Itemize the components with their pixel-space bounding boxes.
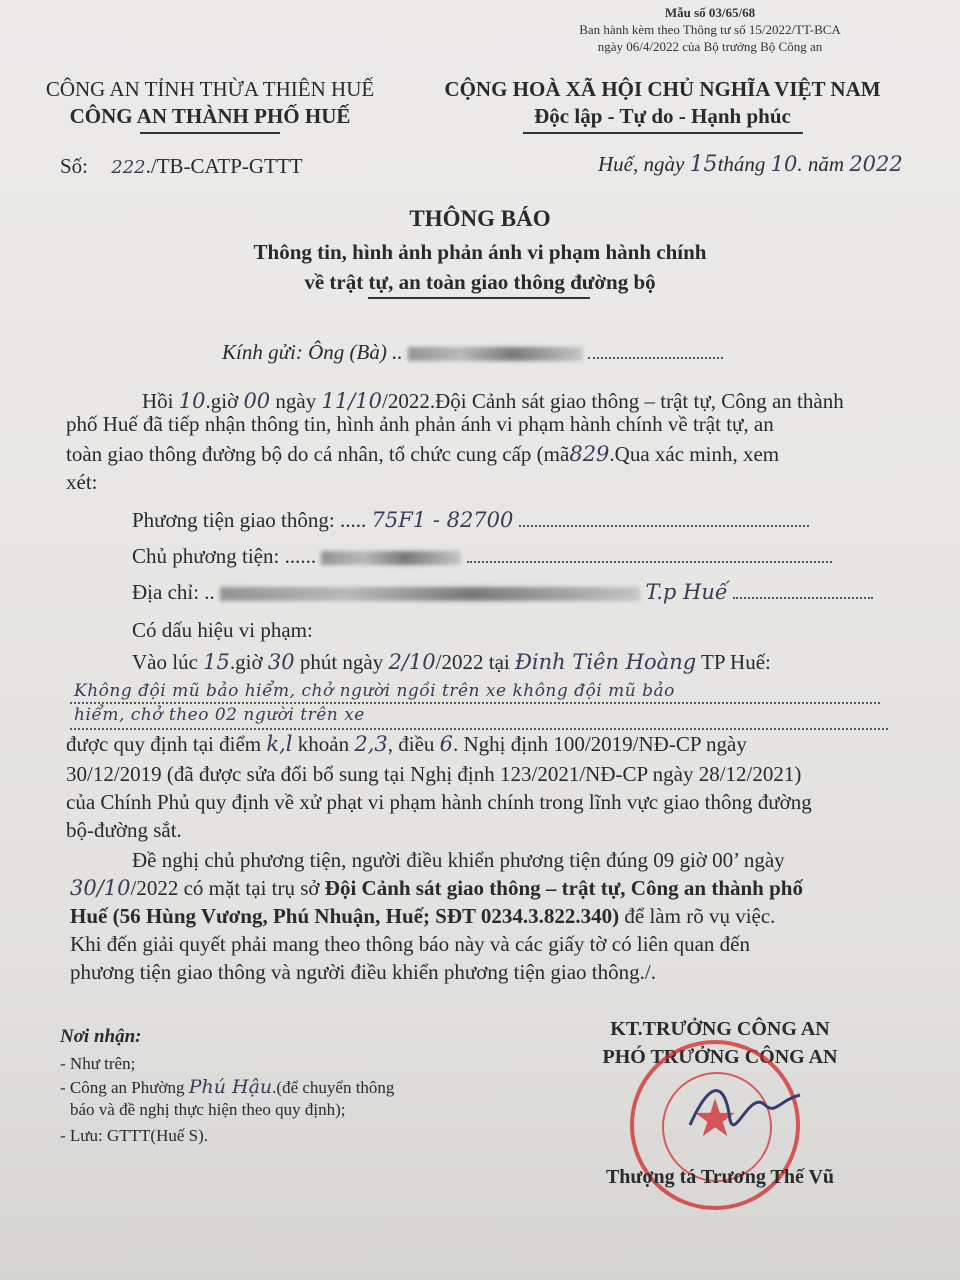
agency-name: CÔNG AN THÀNH PHỐ HUẾ	[69, 104, 351, 128]
national-header	[425, 76, 900, 134]
intro-line-3	[66, 440, 779, 469]
recipient-item-2	[60, 1076, 394, 1098]
intro-code: 829	[569, 442, 610, 466]
document-number	[60, 152, 303, 182]
request-text: để làm rõ vụ việc.	[624, 904, 776, 928]
intro-text: ngày	[275, 389, 317, 413]
request-line-4: Khi đến giải quyết phải mang theo thông báo này và các giấy tờ có liên quan đến	[70, 932, 750, 956]
violation-date: 2/10	[388, 650, 436, 674]
request-line-1: Đề nghị chủ phương tiện, người điều khiển phương tiện đúng 09 giờ 00’ ngày	[132, 848, 785, 872]
form-issue-note: Ban hành kèm theo Thông tư số 15/2022/TT-BCA	[579, 22, 841, 37]
doc-number-suffix: ./TB-CATP-GTTT	[145, 154, 303, 178]
recipients-heading: Nơi nhận:	[60, 1026, 142, 1047]
violation-text: khoản	[297, 732, 350, 756]
recipient-item-3: - Lưu: GTTT(Huế S).	[60, 1126, 209, 1145]
motto-underline	[523, 132, 803, 134]
recipient-item-2-cont: báo và đề nghị thực hiện theo quy định);	[70, 1100, 346, 1119]
violation-line-5: 30/12/2019 (đã được sửa đổi bổ sung tại Nghị định 123/2021/NĐ-CP ngày 28/12/2021)	[66, 762, 802, 786]
violation-clause: 2,3	[354, 732, 388, 756]
violation-text: .giờ	[229, 650, 263, 674]
violation-description-1: Không đội mũ bảo hiểm, chở người ngồi trên xe không đội mũ bảo	[74, 681, 675, 701]
date-year-label: . năm	[797, 152, 845, 176]
redacted-recipient-name	[408, 347, 583, 361]
request-line-5: phương tiện giao thông và người điều khiển phương tiện giao thông./.	[70, 960, 656, 984]
owner-dots	[467, 549, 832, 563]
violation-minute: 30	[267, 650, 295, 674]
signature-scribble	[680, 1070, 820, 1150]
recipient-label: Kính gửi: Ông (Bà) ..	[222, 340, 403, 364]
recipient-line	[222, 338, 723, 367]
violation-line-6: của Chính Phủ quy định về xử phạt vi phạm hành chính trong lĩnh vực giao thông đường	[66, 790, 812, 814]
violation-text: . Nghị định 100/2019/NĐ-CP ngày	[453, 732, 747, 756]
violation-text: Vào lúc	[132, 650, 198, 674]
signature-title-1: KT.TRƯỞNG CÔNG AN	[610, 1018, 830, 1040]
request-office: Đội Cảnh sát giao thông – trật tự, Công an thành phố	[324, 876, 803, 900]
date-place: Huế, ngày	[598, 152, 685, 176]
agency-underline	[140, 132, 280, 134]
owner-label: Chủ phương tiện: ......	[132, 544, 317, 568]
document-title: THÔNG BÁO	[409, 206, 551, 231]
intro-text: Hồi	[142, 389, 174, 413]
doc-number-label: Số:	[60, 154, 89, 178]
form-number: Mẫu số 03/65/68	[664, 5, 756, 20]
violation-text: /2022 tại	[435, 650, 510, 674]
intro-line-2: phố Huế đã tiếp nhận thông tin, hình ảnh phản ánh vi phạm hành chính về trật tự, an	[66, 412, 774, 436]
intro-line-4: xét:	[66, 470, 98, 494]
parent-agency: CÔNG AN TỈNH THỪA THIÊN HUẾ	[45, 77, 375, 101]
motto: Độc lập - Tự do - Hạnh phúc	[534, 104, 791, 128]
address-label: Địa chỉ: ..	[132, 580, 215, 604]
redacted-address	[220, 587, 640, 601]
violation-line-7: bộ-đường sắt.	[66, 818, 182, 842]
violation-place: Đinh Tiên Hoàng	[514, 650, 697, 674]
intro-minute: 00	[243, 389, 271, 413]
violation-text: TP Huế:	[701, 650, 771, 674]
request-address: Huế (56 Hùng Vương, Phú Nhuận, Huế; SĐT 0234.3.822.340)	[70, 904, 620, 928]
issue-date	[598, 150, 903, 179]
request-text: /2022 có mặt tại trụ sở	[130, 876, 320, 900]
title-underline	[368, 297, 590, 299]
date-month-label: tháng	[717, 152, 766, 176]
violation-line-4	[66, 730, 747, 759]
vehicle-field	[132, 506, 809, 535]
recipient-ward: Phú Hậu	[188, 1076, 273, 1098]
signer-name: Thượng tá Trương Thế Vũ	[605, 1166, 835, 1188]
date-month: 10	[770, 152, 798, 176]
intro-text: .giờ	[205, 389, 239, 413]
vehicle-label: Phương tiện giao thông: .....	[132, 508, 367, 532]
vehicle-plate: 75F1 - 82700	[371, 508, 514, 532]
form-issue-date: ngày 06/4/2022 của Bộ trưởng Bộ Công an	[597, 39, 823, 54]
document-subtitle-2: về trật tự, an toàn giao thông đường bộ	[304, 270, 656, 294]
intro-hour: 10	[178, 389, 206, 413]
intro-text: /2022.Đội Cảnh sát giao thông – trật tự, Công an thành	[382, 389, 844, 413]
intro-date: 11/10	[321, 389, 383, 413]
request-line-2	[70, 874, 803, 903]
violation-text: được quy định tại điểm	[66, 732, 262, 756]
recipient-text: - Công an Phường	[60, 1078, 185, 1097]
violation-text: , điều	[387, 732, 435, 756]
violation-description-2: hiểm, chở theo 02 người trên xe	[74, 705, 365, 725]
vehicle-dots	[519, 513, 809, 527]
request-date: 30/10	[70, 876, 131, 900]
document-subtitle-1: Thông tin, hình ảnh phản ánh vi phạm hành chính	[253, 240, 707, 264]
redacted-owner-name	[321, 551, 461, 565]
recipient-dots	[588, 345, 723, 359]
recipient-item-1: - Như trên;	[60, 1054, 136, 1073]
address-dots	[733, 585, 873, 599]
date-year: 2022	[849, 152, 903, 176]
request-line-3	[70, 902, 775, 931]
form-number-block	[560, 4, 860, 55]
owner-field	[132, 542, 832, 571]
violation-hour: 15	[203, 650, 230, 674]
violation-sign-label: Có dấu hiệu vi phạm:	[132, 618, 313, 642]
address-city: T.p Huế	[645, 580, 728, 604]
violation-text: phút ngày	[299, 650, 384, 674]
violation-point: k,l	[266, 732, 293, 756]
stamp-star-icon: ★	[691, 1091, 739, 1148]
recipient-text: .(để chuyển thông	[272, 1078, 395, 1097]
intro-text: toàn giao thông đường bộ do cá nhân, tổ chức cung cấp (mã	[66, 442, 570, 466]
issuing-agency	[30, 76, 390, 134]
doc-number-handwritten: 222	[111, 157, 146, 178]
country-name: CỘNG HOÀ XÃ HỘI CHỦ NGHĨA VIỆT NAM	[444, 77, 881, 101]
violation-line-1	[132, 648, 771, 677]
date-day: 15	[689, 152, 718, 177]
signature-title-2: PHÓ TRƯỞNG CÔNG AN	[602, 1046, 838, 1068]
address-field	[132, 578, 873, 607]
intro-text: .Qua xác minh, xem	[609, 442, 780, 466]
violation-article: 6	[439, 732, 454, 756]
